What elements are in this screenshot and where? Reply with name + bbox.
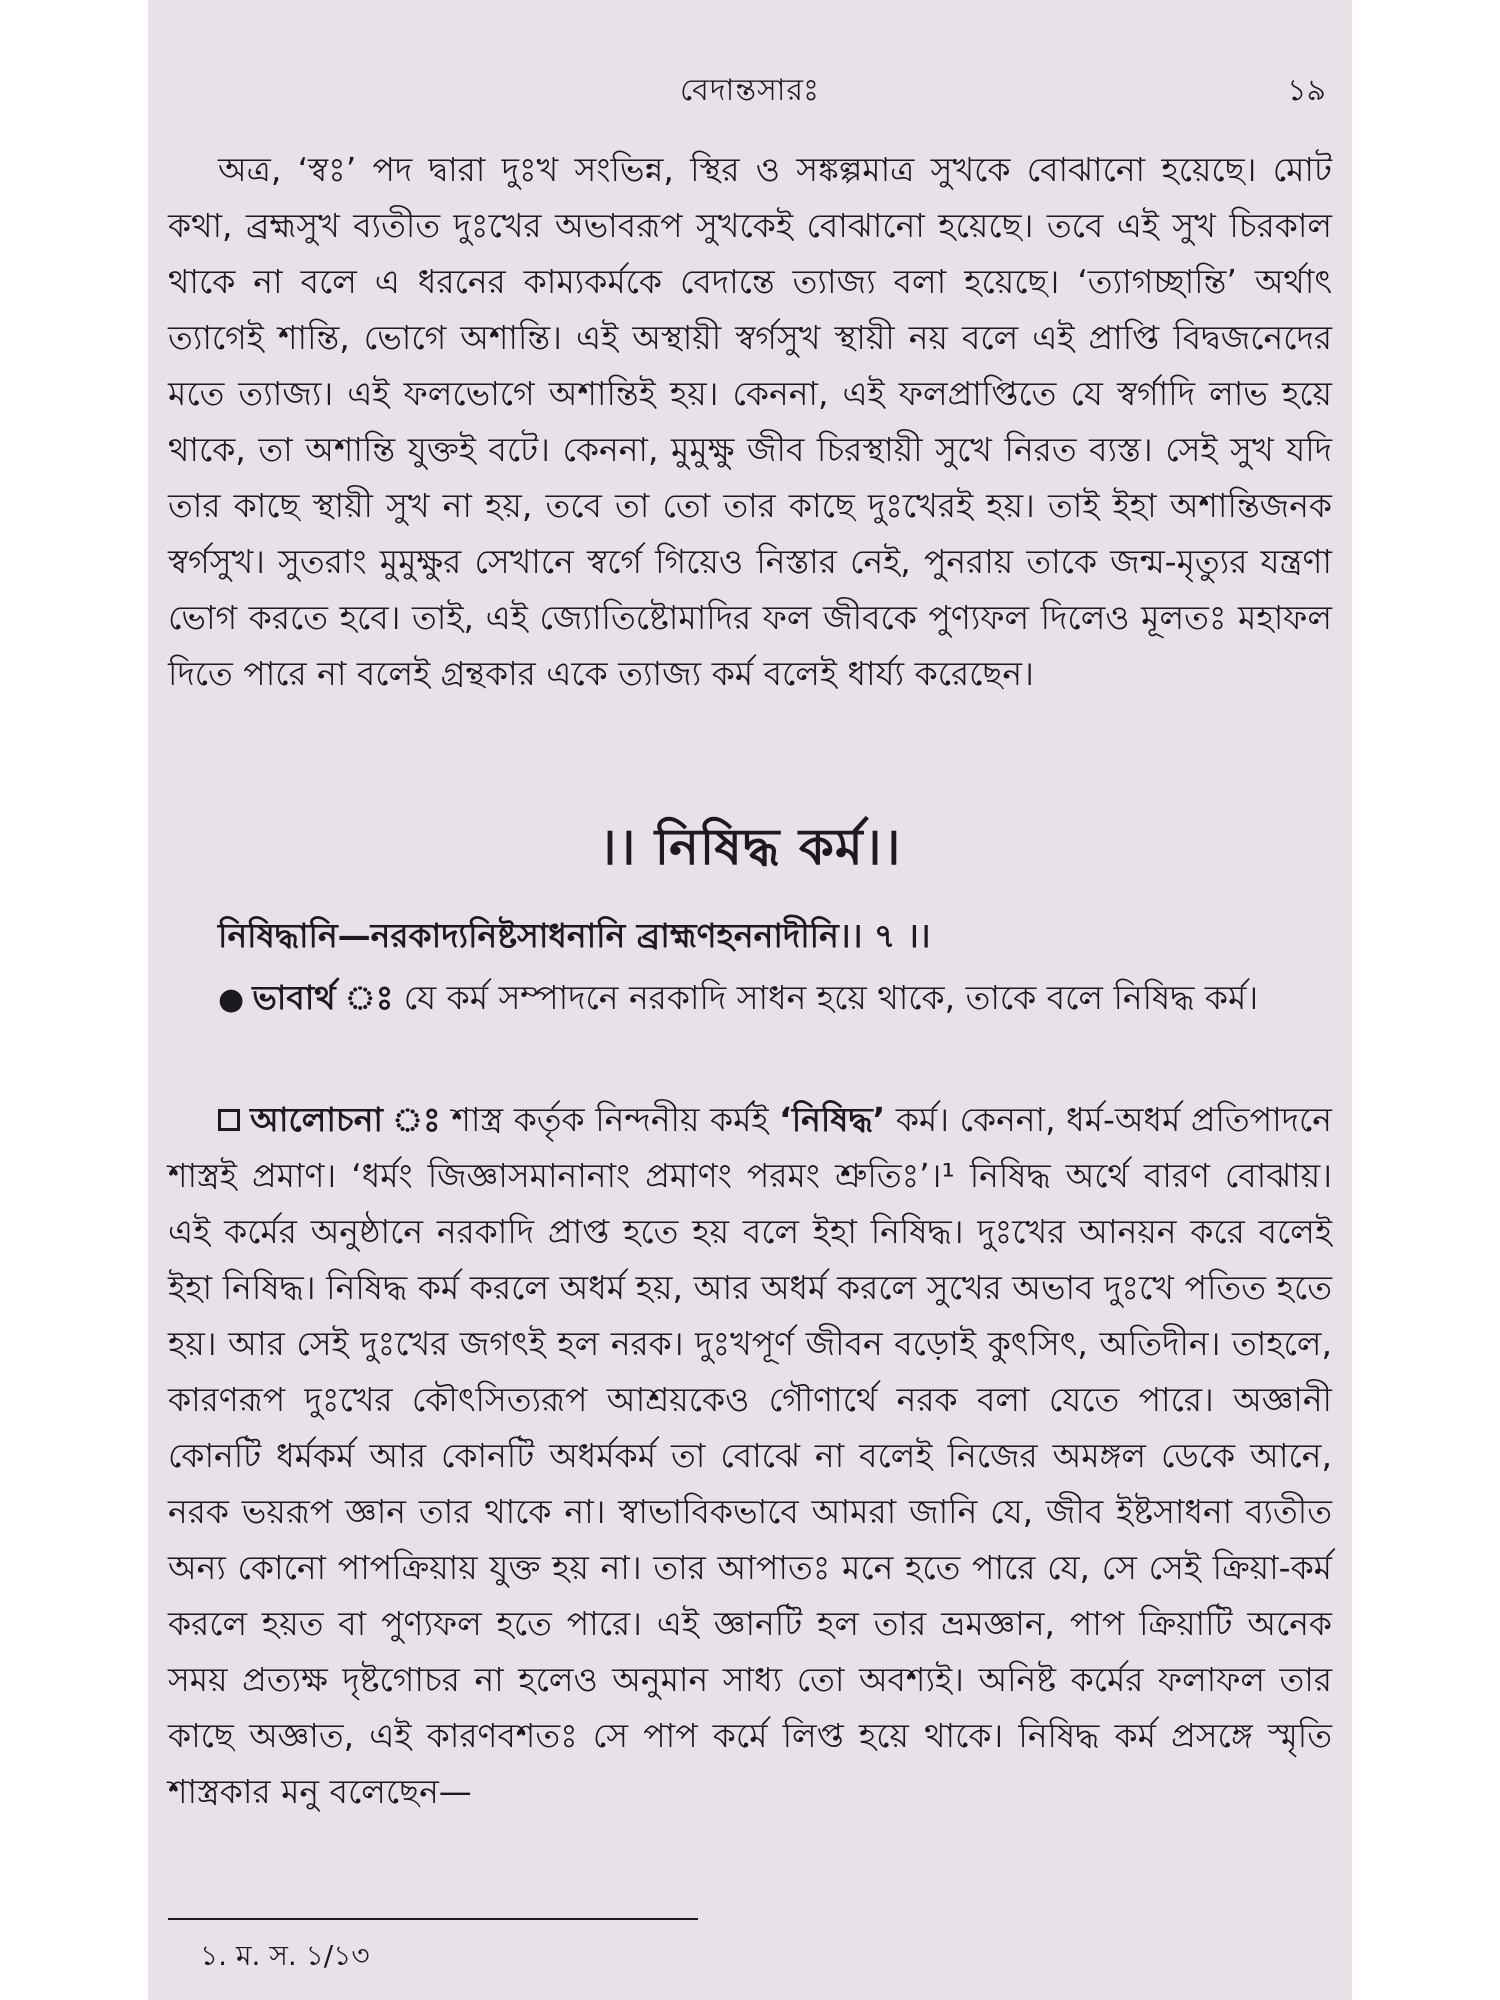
alochana-term: ‘নিষিদ্ধ’ bbox=[779, 1100, 886, 1139]
alochana-text-before: শাস্ত্র কর্তৃক নিন্দনীয় কর্মই bbox=[451, 1100, 769, 1139]
section-heading: ।। নিষিদ্ধ কর্ম।। bbox=[598, 818, 902, 876]
square-bullet-icon bbox=[218, 1109, 240, 1131]
alochana-text-after: কর্ম। কেননা, ধর্ম-অধর্ম প্রতিপাদনে শাস্ত্রই প্রমাণ। ‘ধর্মং জিজ্ঞাসমানানাং প্রমাণং পরমং শ্রুতিঃ’।¹ নিষিদ্ধ অর্থে বারণ বোঝায়। এই কর্মের অনুষ্ঠানে নরকাদি প্রাপ্ত হতে হয় বলে ইহা নিষিদ্ধ। দুঃখের আনয়ন করে বলেই ইহা নিষিদ্ধ। নিষিদ্ধ কর্ম করলে অধর্ম হয়, আর অধর্ম করলে সুখের অভাব দুঃখে পতিত হতে হয়। আর সেই দুঃখের জগৎই হল নরক। দুঃখপূর্ণ জীবন বড়োই কুৎসিৎ, অতিদীন। তাহলে, কারণরূপ দুঃখের কৌৎসিত্যরূপ আশ্রয়কেও গৌণার্থে নরক বলা যেতে পারে। অজ্ঞানী কোনটি ধর্মকর্ম আর কোনটি অধর্মকর্ম তা বোঝে না বলেই নিজের অমঙ্গল ডেকে আনে, নরক ভয়রূপ জ্ঞান তার থাকে না। স্বাভাবিকভাবে আমরা জানি যে, জীব ইষ্টসাধনা ব্যতীত অন্য কোনো পাপক্রিয়ায় যুক্ত হয় না। তার আপাতঃ মনে হতে পারে যে, সে সেই ক্রিয়া-কর্ম করলে হয়ত বা পুণ্যফল হতে পারে। এই জ্ঞানটি হল তার ভ্রমজ্ঞান, পাপ ক্রিয়াটি অনেক সময় প্রত্যক্ষ দৃষ্টগোচর না হলেও অনুমান সাধ্য তো অবশ্যই। অনিষ্ট কর্মের ফলাফল তার কাছে অজ্ঞাত, এই কারণবশতঃ সে পাপ কর্মে লিপ্ত হয়ে থাকে। নিষিদ্ধ কর্ম প্রসঙ্গে স্মৃতি শাস্ত্রকার মনু বলেছেন— bbox=[168, 1100, 1332, 1811]
footnote-divider bbox=[168, 1918, 698, 1920]
page-number: ১৯ bbox=[1287, 73, 1326, 108]
bhavartha-label: ভাবার্থ ঃ bbox=[252, 978, 394, 1017]
alochana-label: আলোচনা ঃ bbox=[250, 1100, 441, 1139]
running-title: বেদান্তসারঃ bbox=[679, 73, 821, 108]
bhavartha-paragraph bbox=[168, 970, 1332, 1028]
sutra-verse: নিষিদ্ধানি—নরকাদ্যনিষ্টসাধনানি ব্রাহ্মণহননাদীনি।। ৭ ।। bbox=[218, 916, 931, 955]
running-header bbox=[168, 66, 1332, 110]
bullet-icon: ● bbox=[218, 982, 245, 1017]
paragraph-svah-explanation: অত্র, ‘স্বঃ’ পদ দ্বারা দুঃখ সংভিন্ন, স্থির ও সঙ্কল্পমাত্র সুখকে বোঝানো হয়েছে। মোট কথা, ব্রহ্মসুখ ব্যতীত দুঃখের অভাবরূপ সুখকেই বোঝানো হয়েছে। তবে এই সুখ চিরকাল থাকে না বলে এ ধরনের কাম্যকর্মকে বেদান্তে ত্যাজ্য বলা হয়েছে। ‘ত্যাগচ্ছান্তি’ অর্থাৎ ত্যাগেই শান্তি, ভোগে অশান্তি। এই অস্থায়ী স্বর্গসুখ স্থায়ী নয় বলে এই প্রাপ্তি বিদ্বজনেদের মতে ত্যাজ্য। এই ফলভোগে অশান্তিই হয়। কেননা, এই ফলপ্রাপ্তিতে যে স্বর্গাদি লাভ হয়ে থাকে, তা অশান্তি যুক্তই বটে। কেননা, মুমুক্ষু জীব চিরস্থায়ী সুখে নিরত ব্যস্ত। সেই সুখ যদি তার কাছে স্থায়ী সুখ না হয়, তবে তা তো তার কাছে দুঃখেরই হয়। তাই ইহা অশান্তিজনক স্বর্গসুখ। সুতরাং মুমুক্ষুর সেখানে স্বর্গে গিয়েও নিস্তার নেই, পুনরায় তাকে জন্ম-মৃত্যুর যন্ত্রণা ভোগ করতে হবে। তাই, এই জ্যোতিষ্টোমাদির ফল জীবকে পুণ্যফল দিলেও মূলতঃ মহাফল দিতে পারে না বলেই গ্রন্থকার একে ত্যাজ্য কর্ম বলেই ধার্য্য করেছেন। bbox=[168, 150, 1332, 693]
bhavartha-text: যে কর্ম সম্পাদনে নরকাদি সাধন হয়ে থাকে, তাকে বলে নিষিদ্ধ কর্ম। bbox=[403, 978, 1259, 1017]
book-page bbox=[148, 0, 1352, 2000]
footnote: ১. ম. স. ১/১৩ bbox=[200, 1939, 370, 1972]
alochana-paragraph bbox=[168, 1092, 1332, 1820]
